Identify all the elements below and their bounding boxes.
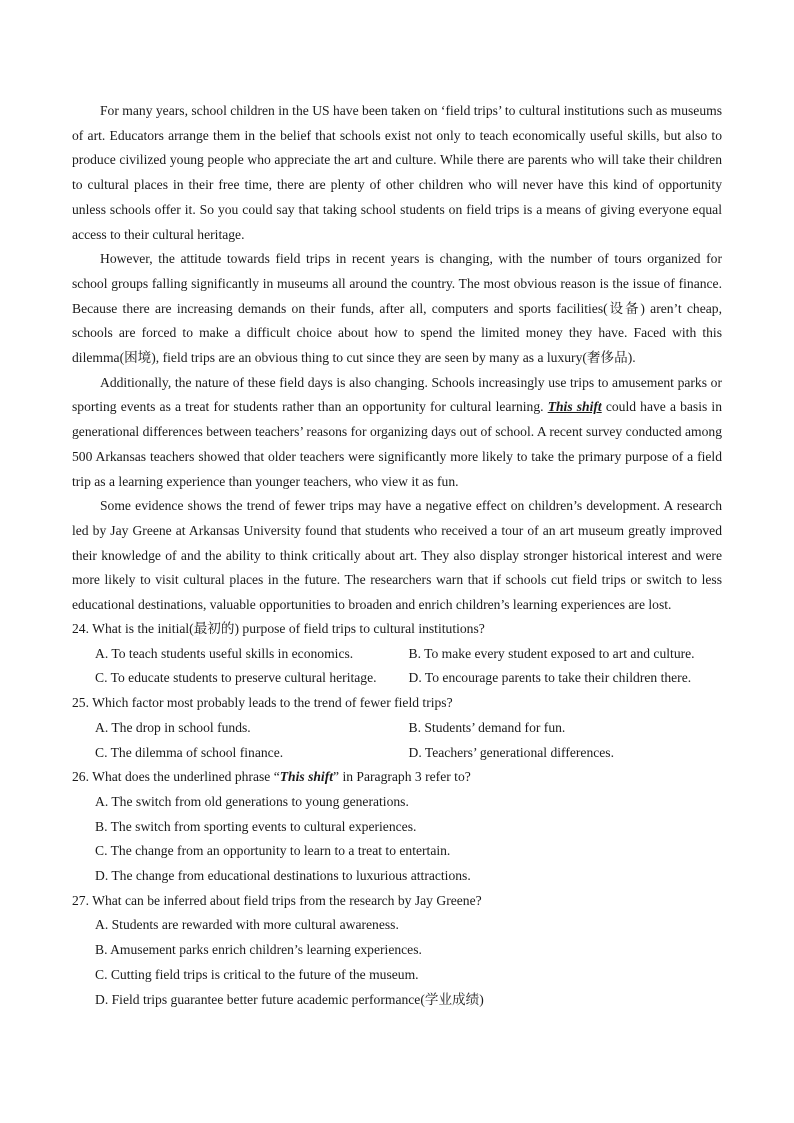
- question-phrase: This shift: [279, 769, 334, 785]
- options: [95, 716, 722, 765]
- question-stem: 24. What is the initial(最初的) purpose of field trips to cultural institutions?: [72, 621, 485, 636]
- option-a[interactable]: A. The switch from old generations to young generations.: [95, 793, 409, 809]
- question-stem-start: 26. What does the underlined phrase “: [72, 769, 280, 785]
- question-stem: 27. What can be inferred about field trips from the research by Jay Greene?: [72, 892, 482, 908]
- paragraph-4: Some evidence shows the trend of fewer trips may have a negative effect on children’s development. A research led by Jay Greene at Arkansas University found that students who received a tour of an art museum greatly improved their knowledge of and the ability to think critically about art. They also display stronger historical interest and were more likely to visit cultural places in the future. The researchers warn that if schools cut field trips or switch to less educational destinations, valuable opportunities to broaden and enrich children’s learning experiences are lost.: [72, 498, 722, 613]
- option-c[interactable]: C. The change from an opportunity to learn to a treat to entertain.: [95, 843, 451, 859]
- question-26: [72, 765, 722, 889]
- options: [95, 790, 722, 889]
- question-list: [72, 617, 722, 1012]
- option-row: [95, 666, 722, 691]
- reading-passage: [72, 99, 722, 618]
- question-stem: 25. Which factor most probably leads to the trend of fewer field trips?: [72, 695, 453, 711]
- option-c[interactable]: C. To educate students to preserve cultural heritage.: [95, 670, 377, 686]
- question-25: [72, 691, 722, 765]
- paragraph-3-text-end: could have a basis in generational differences between teachers’ reasons for organizing days out of school. A recent survey conducted among 500 Arkansas teachers showed that older teachers were significantly more likely to take the primary purpose of a field trip as a learning experience than younger teachers, who view it as fun.: [72, 399, 722, 489]
- option-d[interactable]: D. Field trips guarantee better future academic performance(学业成绩): [95, 991, 484, 1007]
- option-row: [95, 642, 722, 667]
- option-a[interactable]: A. The drop in school funds.: [95, 719, 251, 735]
- option-row: [95, 741, 722, 766]
- option-b[interactable]: B. To make every student exposed to art and culture.: [408, 645, 695, 661]
- option-d[interactable]: D. To encourage parents to take their children there.: [408, 670, 692, 686]
- option-d[interactable]: D. The change from educational destinations to luxurious attractions.: [95, 868, 471, 884]
- option-b[interactable]: B. The switch from sporting events to cultural experiences.: [95, 818, 417, 834]
- options: [95, 913, 722, 1012]
- paragraph-1: For many years, school children in the US have been taken on ‘field trips’ to cultural institutions such as museums of art. Educators arrange them in the belief that schools exist not only to teach economically useful skills, but also to produce civilized young people who appreciate the art and culture. While there are parents who will take their children to cultural places in their free time, there are plenty of other children who will never have this kind of opportunity unless schools offer it. So you could say that taking school students on field trips is a means of giving everyone equal access to their cultural heritage.: [72, 103, 722, 242]
- option-d[interactable]: D. Teachers’ generational differences.: [408, 744, 614, 760]
- paragraph-3-text-start: Additionally, the nature of these field days is also changing. Schools increasingly use trips to amusement parks or sporting events as a treat for students rather than an opportunity for cultural learning.: [72, 374, 722, 415]
- option-c[interactable]: C. Cutting field trips is critical to the future of the museum.: [95, 966, 419, 982]
- option-a[interactable]: A. Students are rewarded with more cultural awareness.: [95, 917, 399, 933]
- option-b[interactable]: B. Amusement parks enrich children’s learning experiences.: [95, 942, 422, 958]
- option-c[interactable]: C. The dilemma of school finance.: [95, 744, 284, 760]
- options: [95, 642, 722, 691]
- paragraph-3: [72, 371, 722, 495]
- option-a[interactable]: A. To teach students useful skills in economics.: [95, 645, 354, 661]
- option-b[interactable]: B. Students’ demand for fun.: [408, 719, 566, 735]
- question-stem-end: ” in Paragraph 3 refer to?: [333, 769, 471, 785]
- question-24: [72, 617, 722, 691]
- underlined-phrase: This shift: [547, 399, 602, 415]
- paragraph-2: However, the attitude towards field trips in recent years is changing, with the number of tours organized for school groups falling significantly in museums all around the country. The most obvious reason is the issue of finance. Because there are increasing demands on their funds, after all, computers and sports facilities(设备) aren’t cheap, schools are forced to make a difficult choice about how to spend the limited money they have. Faced with this dilemma(困境), field trips are an obvious thing to cut since they are seen by many as a luxury(奢侈品).: [72, 251, 722, 366]
- question-27: [72, 889, 722, 1013]
- question-stem: [72, 765, 722, 790]
- option-row: [95, 716, 722, 741]
